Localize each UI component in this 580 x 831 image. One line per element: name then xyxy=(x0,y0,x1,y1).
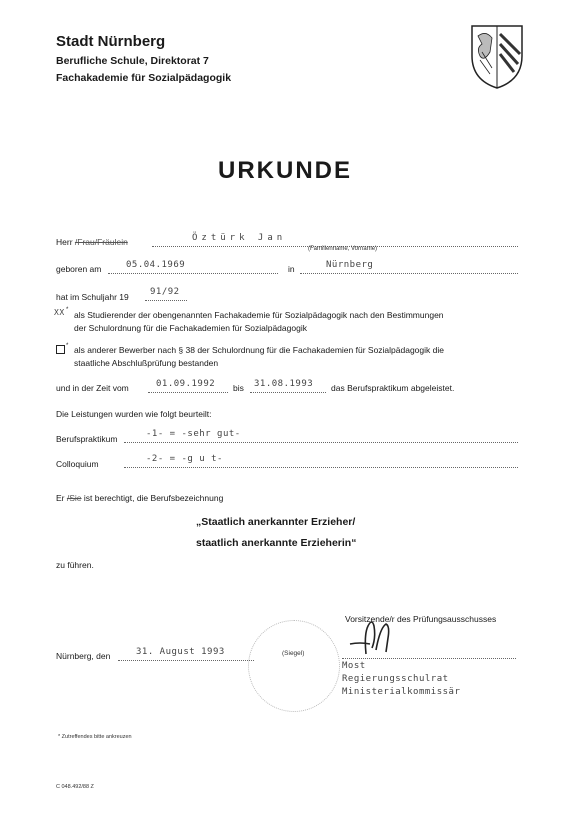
seal-stamp xyxy=(248,620,340,712)
school-heading: Berufliche Schule, Direktorat 7 xyxy=(56,55,209,67)
option1-asterisk: * xyxy=(66,307,69,313)
in-label: in xyxy=(288,264,295,274)
option1-line2: der Schulordnung für die Fachakademien für Sozialpädagogik xyxy=(74,323,307,333)
evaluation-row-value: -2- = -g u t- xyxy=(146,454,223,464)
entitlement-text: ist berechtigt, die Berufsbezeichnung xyxy=(83,493,224,503)
document-title: URKUNDE xyxy=(218,157,352,184)
evaluation-row-label: Colloquium xyxy=(56,459,99,469)
option2-line2: staatliche Abschlußprüfung bestanden xyxy=(74,358,219,368)
school-year-label: hat im Schuljahr 19 xyxy=(56,292,129,302)
birthplace-value: Nürnberg xyxy=(326,260,374,270)
option1-mark: XX xyxy=(54,308,65,317)
signer-line2: Regierungsschulrat xyxy=(342,674,449,684)
period-to-underline xyxy=(250,392,326,393)
period-from-underline xyxy=(148,392,228,393)
academy-heading: Fachakademie für Sozialpädagogik xyxy=(56,72,232,84)
evaluation-row-underline xyxy=(124,442,518,443)
salutation-struck: /Frau/Fräulein xyxy=(74,237,128,247)
born-value: 05.04.1969 xyxy=(126,260,186,270)
date-value: 31. August 1993 xyxy=(136,647,225,657)
evaluation-row-value: -1- = -sehr gut- xyxy=(146,429,241,439)
school-year-value: 91/92 xyxy=(150,287,180,297)
seal-label: (Siegel) xyxy=(282,650,305,657)
born-label: geboren am xyxy=(56,264,102,274)
signature-underline xyxy=(342,658,516,659)
option2-asterisk: * xyxy=(66,343,69,349)
city-heading: Stadt Nürnberg xyxy=(56,33,166,50)
option2-checkbox[interactable] xyxy=(56,345,65,354)
coat-of-arms-icon xyxy=(468,22,526,90)
salutation-label xyxy=(56,237,128,247)
period-from-value: 01.09.1992 xyxy=(156,379,216,389)
chair-label: Vorsitzende/r des Prüfungsausschusses xyxy=(345,614,497,624)
name-value: Öztürk Jan xyxy=(192,233,287,243)
name-hint: (Familienname, Vorname) xyxy=(308,246,378,252)
period-bis-label: bis xyxy=(233,383,244,393)
footnote: * Zutreffendes bitte ankreuzen xyxy=(58,734,132,740)
school-year-underline xyxy=(145,300,187,301)
entitlement-line xyxy=(56,493,223,503)
period-label-start: und in der Zeit vom xyxy=(56,383,129,393)
evaluation-row-label: Berufspraktikum xyxy=(56,434,118,444)
entitlement-suffix: zu führen. xyxy=(56,560,94,570)
salutation-prefix: Herr xyxy=(56,237,73,247)
birthplace-underline xyxy=(300,273,518,274)
born-underline xyxy=(108,273,278,274)
period-label-end: das Berufspraktikum abgeleistet. xyxy=(331,383,455,393)
date-underline xyxy=(118,660,254,661)
period-to-value: 31.08.1993 xyxy=(254,379,314,389)
option2-line1: als anderer Bewerber nach § 38 der Schulordnung für die Fachakademien für Sozialpädagogik die xyxy=(74,345,444,355)
professional-title-line1: „Staatlich anerkannter Erzieher/ xyxy=(196,516,356,528)
signer-line3: Ministerialkommissär xyxy=(342,687,461,697)
signer-line1: Most xyxy=(342,661,366,671)
option1-line1: als Studierender der obengenannten Fachakademie für Sozialpädagogik nach den Bestimmungen xyxy=(74,310,444,320)
entitlement-prefix: Er xyxy=(56,493,65,503)
evaluation-intro: Die Leistungen wurden wie folgt beurteilt: xyxy=(56,409,212,419)
entitlement-struck: /Sie xyxy=(66,493,82,503)
form-code: C 048.492/88 Z xyxy=(56,784,94,790)
professional-title-line2: staatlich anerkannte Erzieherin“ xyxy=(196,537,357,549)
evaluation-row-underline xyxy=(124,467,518,468)
place-date-label: Nürnberg, den xyxy=(56,651,111,661)
